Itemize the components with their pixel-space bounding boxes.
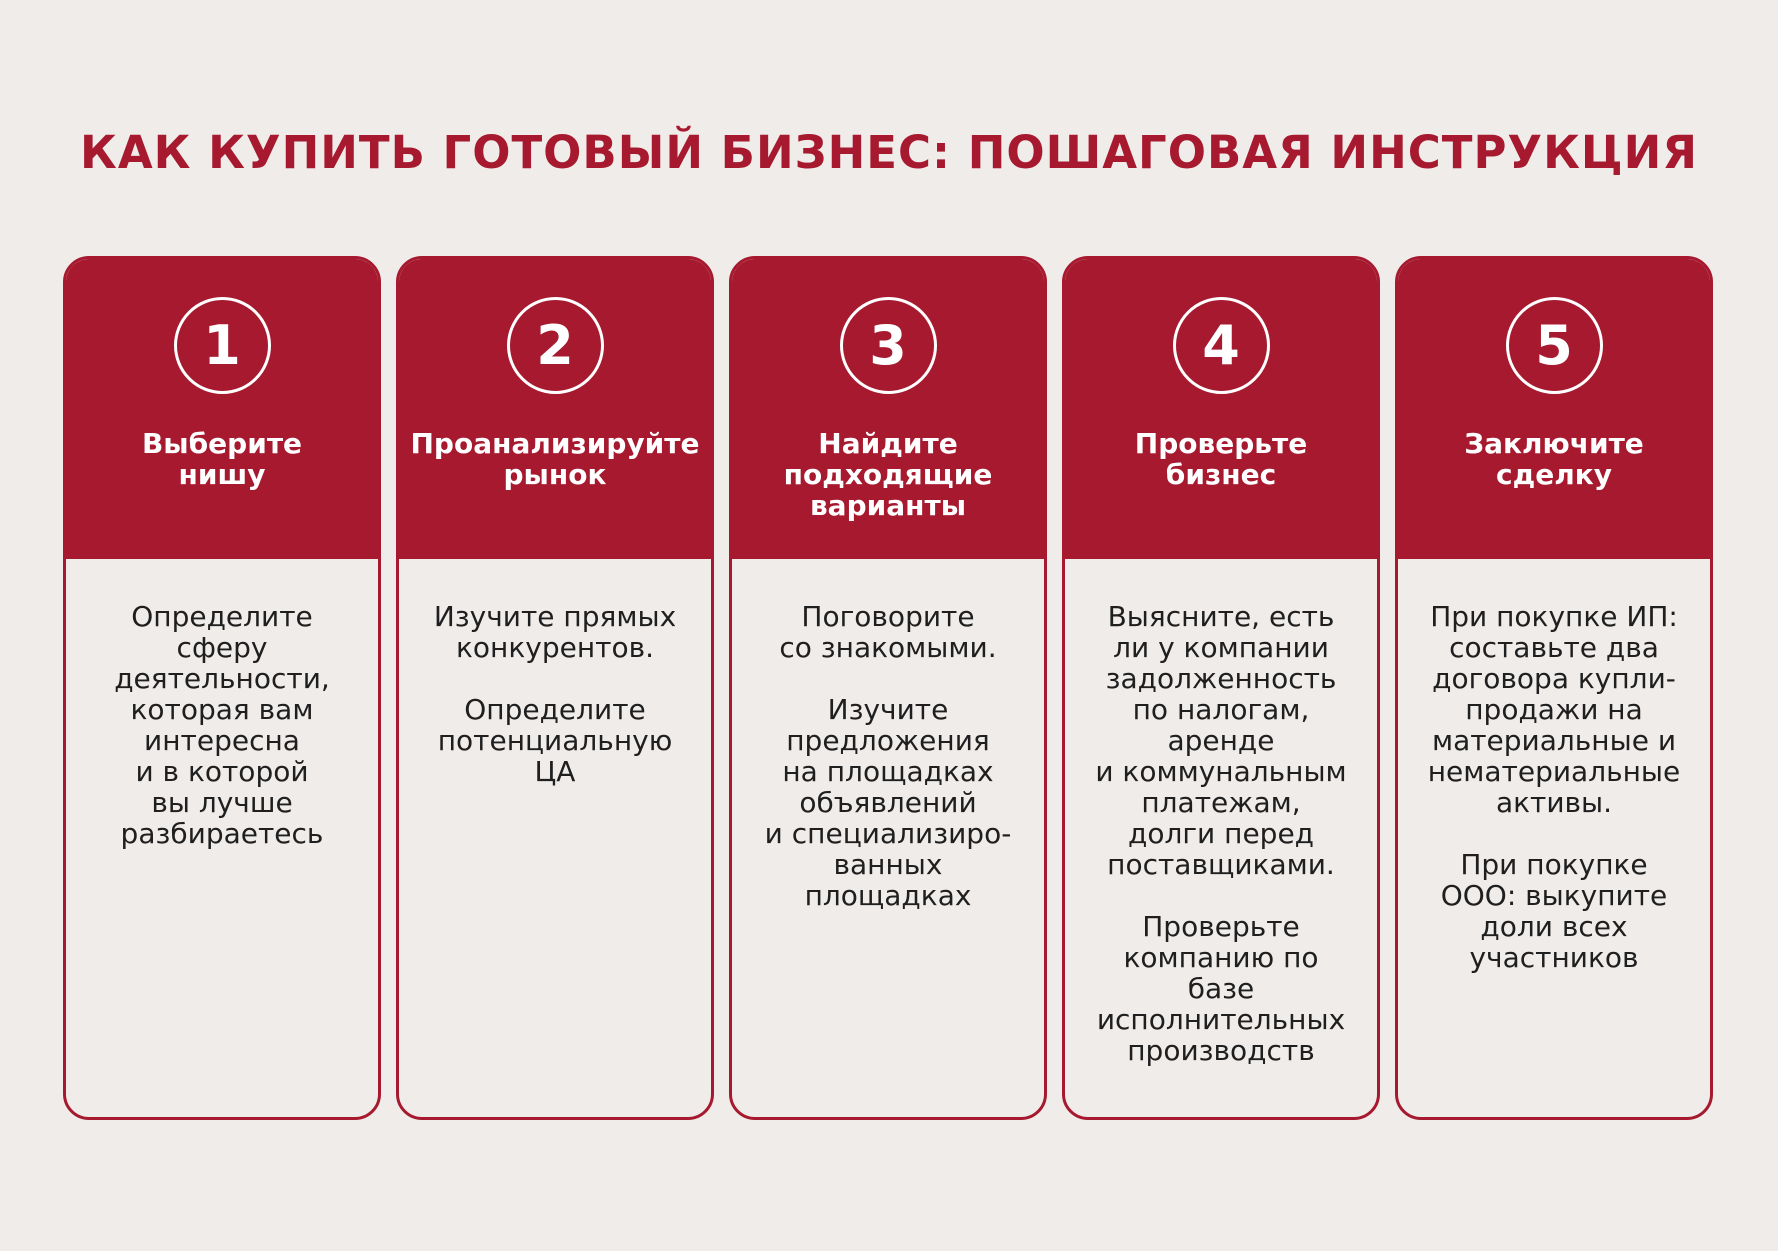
step-description-paragraph: Определите сферу деятельности, которая вам интересна и в которой вы лучше разбираетесь (114, 600, 330, 850)
step-number-badge: 1 (174, 297, 271, 394)
step-card-header (1065, 259, 1377, 559)
step-card-header (1398, 259, 1710, 559)
step-number-badge: 5 (1506, 297, 1603, 394)
step-description (66, 559, 378, 849)
step-card-3 (729, 256, 1047, 1120)
step-title: Заключите сделку (1464, 427, 1644, 491)
step-title: Выберите нишу (141, 427, 303, 491)
step-description-paragraph: Выясните, есть ли у компании задолженность по налогам, аренде и коммунальным платежам, долги перед поставщиками. (1095, 600, 1347, 881)
step-card-5 (1395, 256, 1713, 1120)
step-card-header (732, 259, 1044, 559)
step-card-4 (1062, 256, 1380, 1120)
step-number-badge: 2 (507, 297, 604, 394)
step-description-paragraph: Изучите предложения на площадках объявлений и специализиро- ванных площадках (764, 693, 1012, 912)
step-description (1398, 559, 1710, 973)
step-description-paragraph: Проверьте компанию по базе исполнительных производств (1096, 910, 1346, 1067)
step-description (399, 559, 711, 787)
step-card-header (399, 259, 711, 559)
step-number-badge: 4 (1173, 297, 1270, 394)
step-card-2 (396, 256, 714, 1120)
step-description-paragraph: При покупке ИП: составьте два договора купли- продажи на материальные и нематериальные активы. (1427, 600, 1681, 819)
step-title: Найдите подходящие варианты (783, 427, 993, 522)
step-description (1065, 559, 1377, 1066)
step-number-badge: 3 (840, 297, 937, 394)
step-description (732, 559, 1044, 911)
step-description-paragraph: Определите потенциальную ЦА (437, 693, 673, 788)
step-title: Проанализируйте рынок (410, 427, 700, 491)
step-description-paragraph: При покупке ООО: выкупите доли всех участников (1440, 848, 1668, 974)
step-description-paragraph: Изучите прямых конкурентов. (433, 600, 677, 664)
steps-container (63, 256, 1713, 1120)
step-description-paragraph: Поговорите со знакомыми. (779, 600, 997, 664)
step-card-header (66, 259, 378, 559)
page-title: КАК КУПИТЬ ГОТОВЫЙ БИЗНЕС: ПОШАГОВАЯ ИНСТРУКЦИЯ (80, 126, 1698, 179)
step-card-1 (63, 256, 381, 1120)
step-title: Проверьте бизнес (1134, 427, 1308, 491)
